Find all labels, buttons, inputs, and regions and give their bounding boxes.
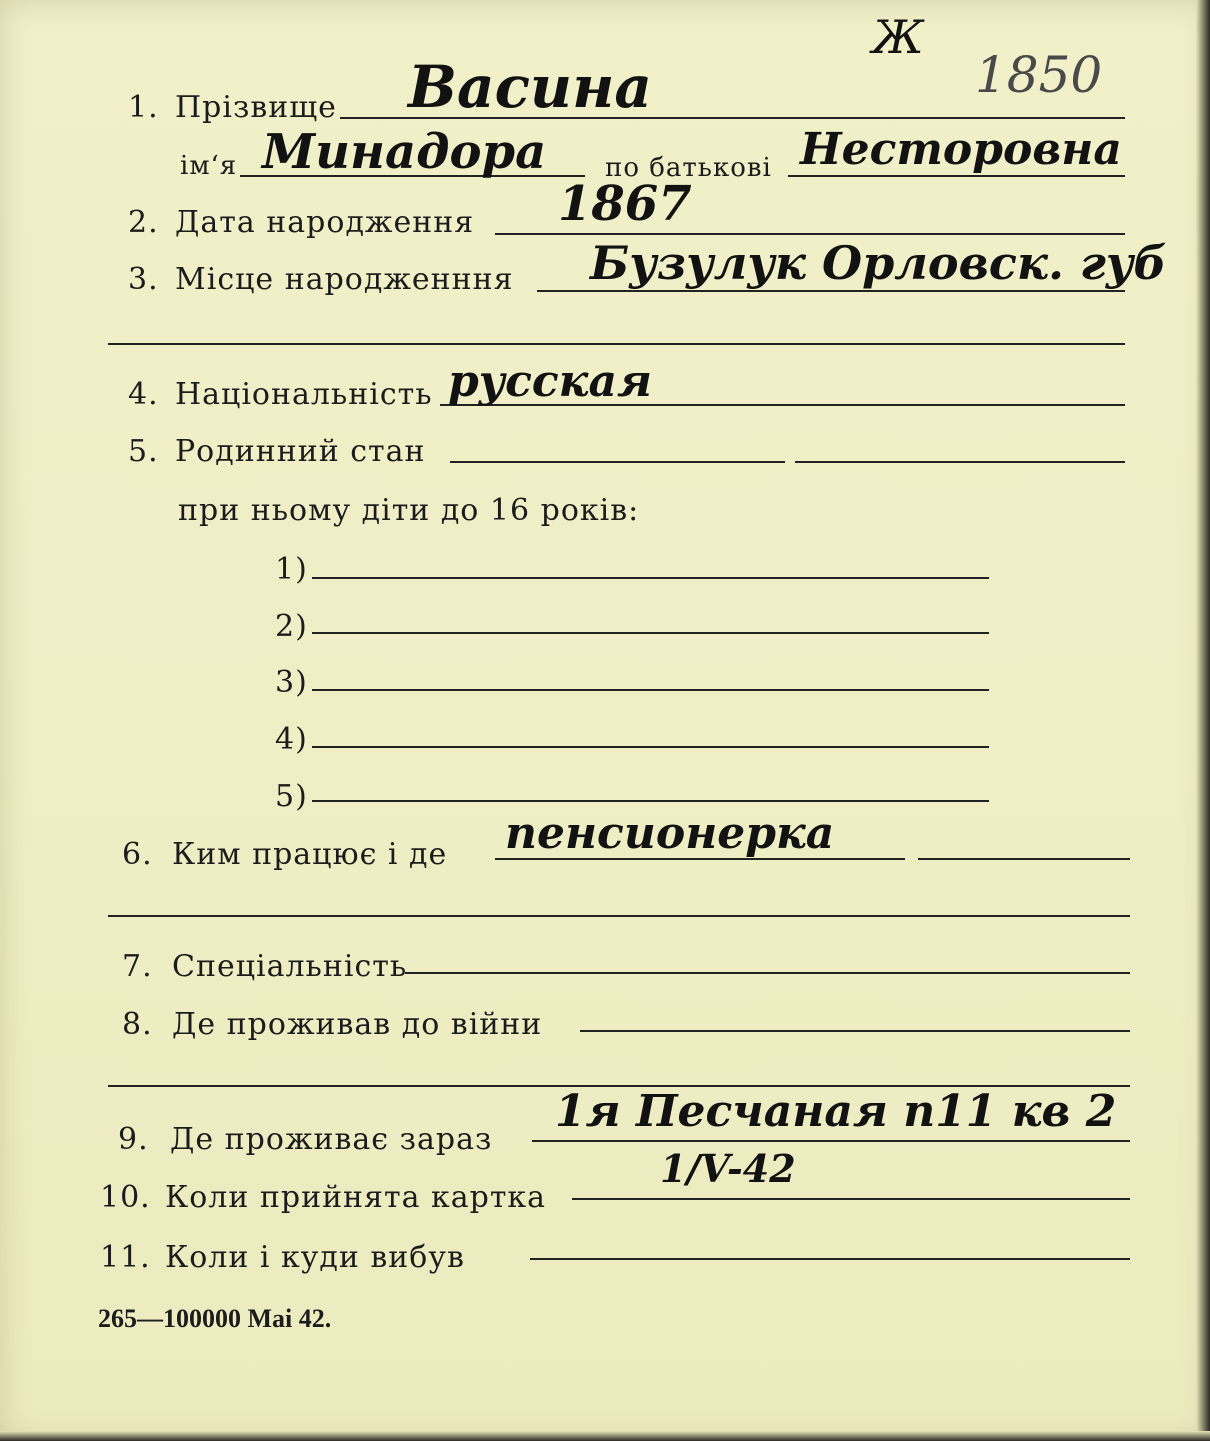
occupation-line-b <box>918 858 1130 860</box>
child-5-line <box>312 800 989 802</box>
birthdate-value: 1867 <box>558 176 692 232</box>
birthdate-label: Дата народження <box>175 205 475 240</box>
field-8-number: 8. <box>122 1007 153 1042</box>
extra-line-2 <box>108 915 1130 917</box>
field-2-number: 2. <box>128 205 159 240</box>
patronymic-line <box>788 175 1125 177</box>
child-4-line <box>312 746 989 748</box>
extra-line-1 <box>108 343 1125 345</box>
birthplace-value: Бузулук Орловск. губ <box>590 236 1167 290</box>
prewar-residence-line <box>580 1030 1130 1032</box>
patronymic-value: Несторовна <box>800 124 1122 175</box>
speciality-label: Спеціальність <box>172 949 408 984</box>
card-accepted-line <box>572 1198 1130 1200</box>
field-3-number: 3. <box>128 262 159 297</box>
child-4-number: 4) <box>275 722 308 757</box>
birthplace-line <box>537 290 1125 292</box>
nationality-label: Національність <box>175 377 433 412</box>
child-3-line <box>312 689 989 691</box>
marital-status-line-a <box>450 461 785 463</box>
child-1-line <box>312 577 989 579</box>
departure-line <box>530 1258 1130 1260</box>
corner-mark: Ж <box>872 10 924 64</box>
current-residence-label: Де проживає зараз <box>170 1122 493 1157</box>
prewar-residence-label: Де проживав до війни <box>172 1007 543 1042</box>
field-9-number: 9. <box>118 1122 149 1157</box>
current-residence-line <box>532 1140 1130 1142</box>
field-11-number: 11. <box>100 1240 151 1275</box>
name-label: ім‘я <box>180 151 238 181</box>
surname-value: Васина <box>408 53 652 121</box>
child-2-number: 2) <box>275 609 308 644</box>
nationality-value: русская <box>448 356 652 407</box>
child-5-number: 5) <box>275 779 308 814</box>
current-residence-value: 1я Песчаная п11 кв 2 <box>555 1086 1117 1137</box>
print-run-footer: 265—100000 Mai 42. <box>98 1304 332 1333</box>
occupation-label: Ким працює і де <box>172 837 448 872</box>
marital-status-label: Родинний стан <box>175 434 426 469</box>
patronymic-label: по батькові <box>605 153 772 183</box>
surname-label: Прізвище <box>175 90 337 125</box>
children-label: при ньому діти до 16 років: <box>178 493 640 528</box>
child-3-number: 3) <box>275 665 308 700</box>
field-6-number: 6. <box>122 837 153 872</box>
field-5-number: 5. <box>128 434 159 469</box>
birthplace-label: Місце народженння <box>175 262 514 297</box>
card-edge-bottom <box>0 1431 1210 1441</box>
child-1-number: 1) <box>275 552 308 587</box>
card-accepted-label: Коли прийнята картка <box>165 1180 547 1215</box>
child-2-line <box>312 632 989 634</box>
card-accepted-value: 1/V-42 <box>660 1146 796 1191</box>
field-4-number: 4. <box>128 377 159 412</box>
card-edge-right <box>1196 0 1210 1441</box>
card-number: 1850 <box>975 46 1103 104</box>
field-7-number: 7. <box>122 949 153 984</box>
field-1-number: 1. <box>128 90 159 125</box>
occupation-value: пенсионерка <box>505 808 835 859</box>
departure-label: Коли і куди вибув <box>165 1240 465 1275</box>
field-10-number: 10. <box>100 1180 151 1215</box>
name-value: Минадора <box>262 124 547 180</box>
marital-status-line-b <box>795 461 1125 463</box>
speciality-line <box>405 972 1130 974</box>
birthdate-line <box>495 233 1125 235</box>
